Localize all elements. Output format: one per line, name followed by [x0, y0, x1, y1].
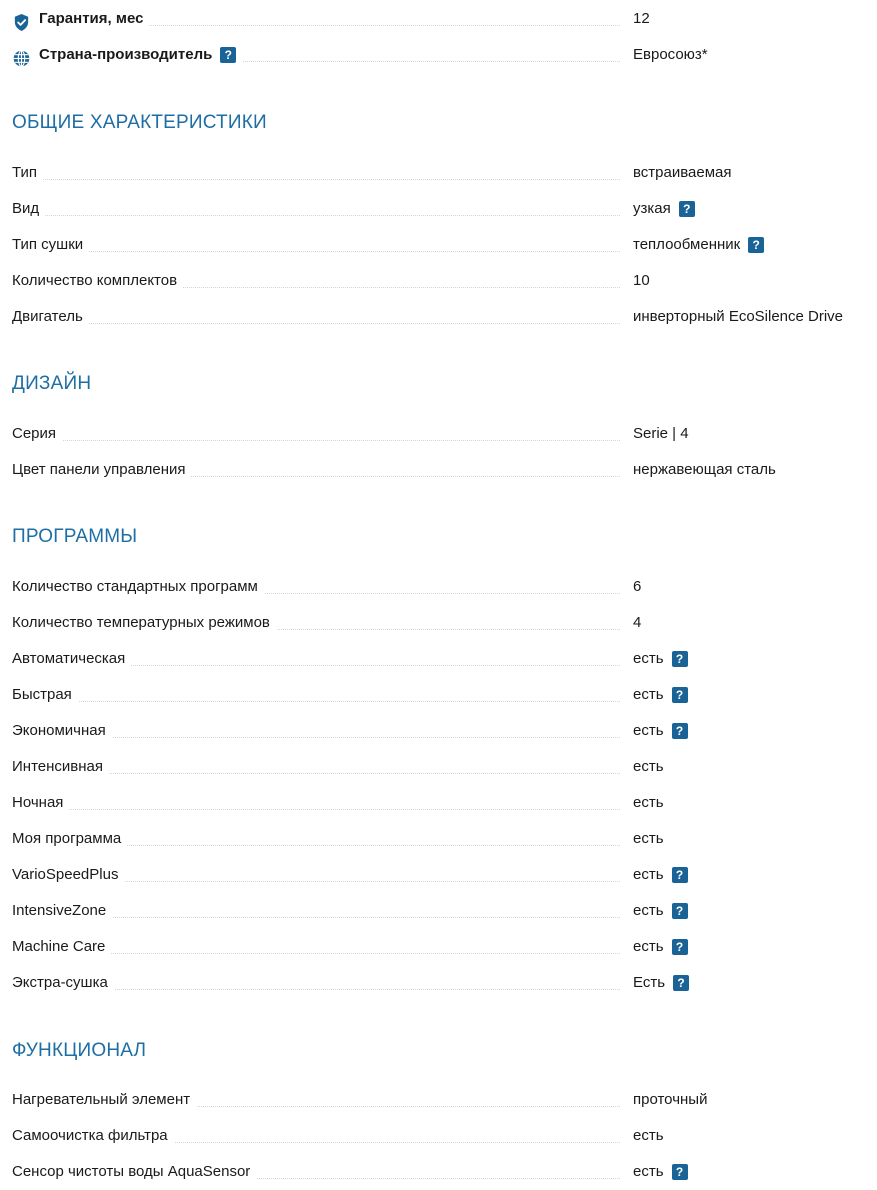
spec-row: [12, 1082, 877, 1118]
spec-value-text: есть: [633, 1163, 664, 1180]
globe-icon: [12, 46, 31, 65]
help-button[interactable]: ?: [220, 47, 236, 63]
dotted-leader: [42, 881, 620, 882]
help-button[interactable]: ?: [672, 687, 688, 703]
spec-label: [12, 641, 131, 677]
spec-label: [12, 263, 183, 299]
spec-row: [12, 416, 877, 452]
spec-value-text: есть: [633, 866, 664, 883]
spec-row: [12, 1154, 877, 1190]
spec-label: [12, 605, 276, 641]
spec-row-warranty: [12, 1, 877, 37]
spec-value-text: есть: [633, 830, 664, 847]
spec-label-text: Ночная: [12, 794, 64, 811]
spec-label-text: Нагревательный элемент: [12, 1091, 191, 1108]
spec-value: [633, 1118, 664, 1154]
spec-label-text: Экстра-сушка: [12, 974, 108, 991]
section-title-functionality: ФУНКЦИОНАЛ: [12, 1040, 147, 1061]
spec-label-text: Machine Care: [12, 938, 106, 955]
spec-value: [633, 605, 641, 641]
help-button[interactable]: ?: [672, 723, 688, 739]
spec-label-text: Автоматическая: [12, 650, 126, 667]
dotted-leader: [42, 323, 620, 324]
spec-value: [633, 641, 688, 677]
spec-value: [633, 713, 688, 749]
spec-label: [12, 155, 43, 191]
help-button[interactable]: ?: [673, 975, 689, 991]
spec-row: [12, 677, 877, 713]
spec-row: [12, 893, 877, 929]
spec-value-text: проточный: [633, 1091, 708, 1108]
spec-value: [633, 677, 688, 713]
spec-label-text: Тип сушки: [12, 236, 84, 253]
spec-value: [633, 965, 689, 1001]
dotted-leader: [42, 440, 620, 441]
spec-value-text: узкая: [633, 200, 671, 217]
spec-value: [633, 749, 664, 785]
shield-check-icon: [12, 10, 31, 29]
dotted-leader: [42, 917, 620, 918]
dotted-leader: [42, 989, 620, 990]
spec-value-text: есть: [633, 650, 664, 667]
spec-label: [12, 857, 124, 893]
spec-label: [12, 1082, 196, 1118]
spec-row: [12, 191, 877, 227]
spec-label: [12, 452, 191, 488]
help-button[interactable]: ?: [672, 651, 688, 667]
section-title-general: ОБЩИЕ ХАРАКТЕРИСТИКИ: [12, 112, 267, 133]
help-button[interactable]: ?: [672, 939, 688, 955]
dotted-leader: [42, 251, 620, 252]
spec-label: [12, 785, 69, 821]
spec-value: [633, 569, 641, 605]
spec-row: [12, 1118, 877, 1154]
section-title-programs: ПРОГРАММЫ: [12, 526, 138, 547]
spec-label-text: Интенсивная: [12, 758, 103, 775]
spec-row: [12, 713, 877, 749]
spec-value-text: Serie | 4: [633, 425, 689, 442]
spec-label-text: Моя программа: [12, 830, 122, 847]
spec-label-text: Экономичная: [12, 722, 106, 739]
spec-label-text: Вид: [12, 200, 40, 217]
spec-label: [12, 749, 109, 785]
spec-label: [12, 299, 89, 335]
spec-value: Евросоюз*: [633, 46, 708, 63]
spec-value-text: есть: [633, 794, 664, 811]
spec-label: [12, 227, 89, 263]
spec-value: [633, 227, 764, 263]
spec-label: [12, 1154, 256, 1190]
spec-label-text: Тип: [12, 164, 38, 181]
spec-value-text: нержавеющая сталь: [633, 461, 776, 478]
spec-label-text: IntensiveZone: [12, 902, 107, 919]
dotted-leader: [42, 701, 620, 702]
spec-value-text: 10: [633, 272, 650, 289]
spec-label-text: Количество стандартных программ: [12, 578, 258, 595]
spec-label-text: Самоочистка фильтра: [12, 1127, 168, 1144]
spec-value-text: встраиваемая: [633, 164, 732, 181]
spec-row: [12, 605, 877, 641]
spec-value: [633, 1082, 707, 1118]
spec-row: [12, 263, 877, 299]
spec-row-country: [12, 37, 877, 73]
spec-label-text: Серия: [12, 425, 57, 442]
spec-value-text: есть: [633, 722, 664, 739]
spec-row: [12, 452, 877, 488]
spec-row: [12, 785, 877, 821]
spec-label: [12, 1118, 174, 1154]
spec-row: [12, 641, 877, 677]
section-title-design: ДИЗАЙН: [12, 373, 92, 394]
dotted-leader: [42, 179, 620, 180]
spec-label: [12, 191, 45, 227]
spec-row: [12, 857, 877, 893]
spec-value: [633, 299, 843, 335]
spec-label: [12, 1, 149, 37]
spec-label-text: Гарантия, мес: [39, 10, 144, 27]
spec-row: [12, 227, 877, 263]
spec-label-text: Количество комплектов: [12, 272, 178, 289]
spec-value: [633, 155, 732, 191]
dotted-leader: [42, 953, 620, 954]
spec-label: [12, 677, 78, 713]
spec-row: [12, 749, 877, 785]
spec-value-text: 4: [633, 614, 642, 631]
spec-value-text: есть: [633, 1127, 664, 1144]
spec-label: [12, 821, 127, 857]
spec-label: [12, 569, 264, 605]
dotted-leader: [42, 773, 620, 774]
spec-value: [633, 893, 688, 929]
spec-row: [12, 965, 877, 1001]
spec-row: [12, 929, 877, 965]
help-button[interactable]: ?: [672, 867, 688, 883]
dotted-leader: [42, 809, 620, 810]
spec-value: [633, 263, 650, 299]
help-button[interactable]: ?: [672, 903, 688, 919]
help-button[interactable]: ?: [679, 201, 695, 217]
spec-label: [12, 713, 112, 749]
spec-value-text: 6: [633, 578, 642, 595]
spec-row: [12, 569, 877, 605]
spec-label: [12, 965, 114, 1001]
help-button[interactable]: ?: [748, 237, 764, 253]
spec-value: [633, 929, 688, 965]
spec-value: [633, 452, 776, 488]
spec-value-text: теплообменник: [633, 236, 741, 253]
spec-label-text: Страна-производитель: [39, 46, 213, 63]
spec-value-text: есть: [633, 758, 664, 775]
spec-value-text: инверторный EcoSilence Drive: [633, 308, 844, 325]
spec-label: [12, 37, 242, 73]
spec-label-text: Быстрая: [12, 686, 72, 703]
spec-value-text: есть: [633, 686, 664, 703]
spec-label-text: VarioSpeedPlus: [12, 866, 119, 883]
spec-row: [12, 155, 877, 191]
spec-value: 12: [633, 10, 650, 27]
spec-value: [633, 416, 689, 452]
dotted-leader: [42, 737, 620, 738]
spec-label: [12, 416, 62, 452]
spec-value: [633, 191, 695, 227]
spec-value-text: есть: [633, 902, 664, 919]
spec-label-text: Цвет панели управления: [12, 461, 186, 478]
spec-row: [12, 821, 877, 857]
spec-value-text: Есть: [633, 974, 666, 991]
dotted-leader: [42, 845, 620, 846]
spec-label-text: Двигатель: [12, 308, 83, 325]
spec-value: [633, 785, 664, 821]
spec-value-text: есть: [633, 938, 664, 955]
spec-label-text: Количество температурных режимов: [12, 614, 270, 631]
spec-value: [633, 821, 664, 857]
spec-label: [12, 929, 111, 965]
spec-value: [633, 857, 688, 893]
help-button[interactable]: ?: [672, 1164, 688, 1180]
spec-row: [12, 299, 877, 335]
spec-label-text: Сенсор чистоты воды AquaSensor: [12, 1163, 251, 1180]
spec-label: [12, 893, 112, 929]
dotted-leader: [42, 215, 620, 216]
spec-value: [633, 1154, 688, 1190]
